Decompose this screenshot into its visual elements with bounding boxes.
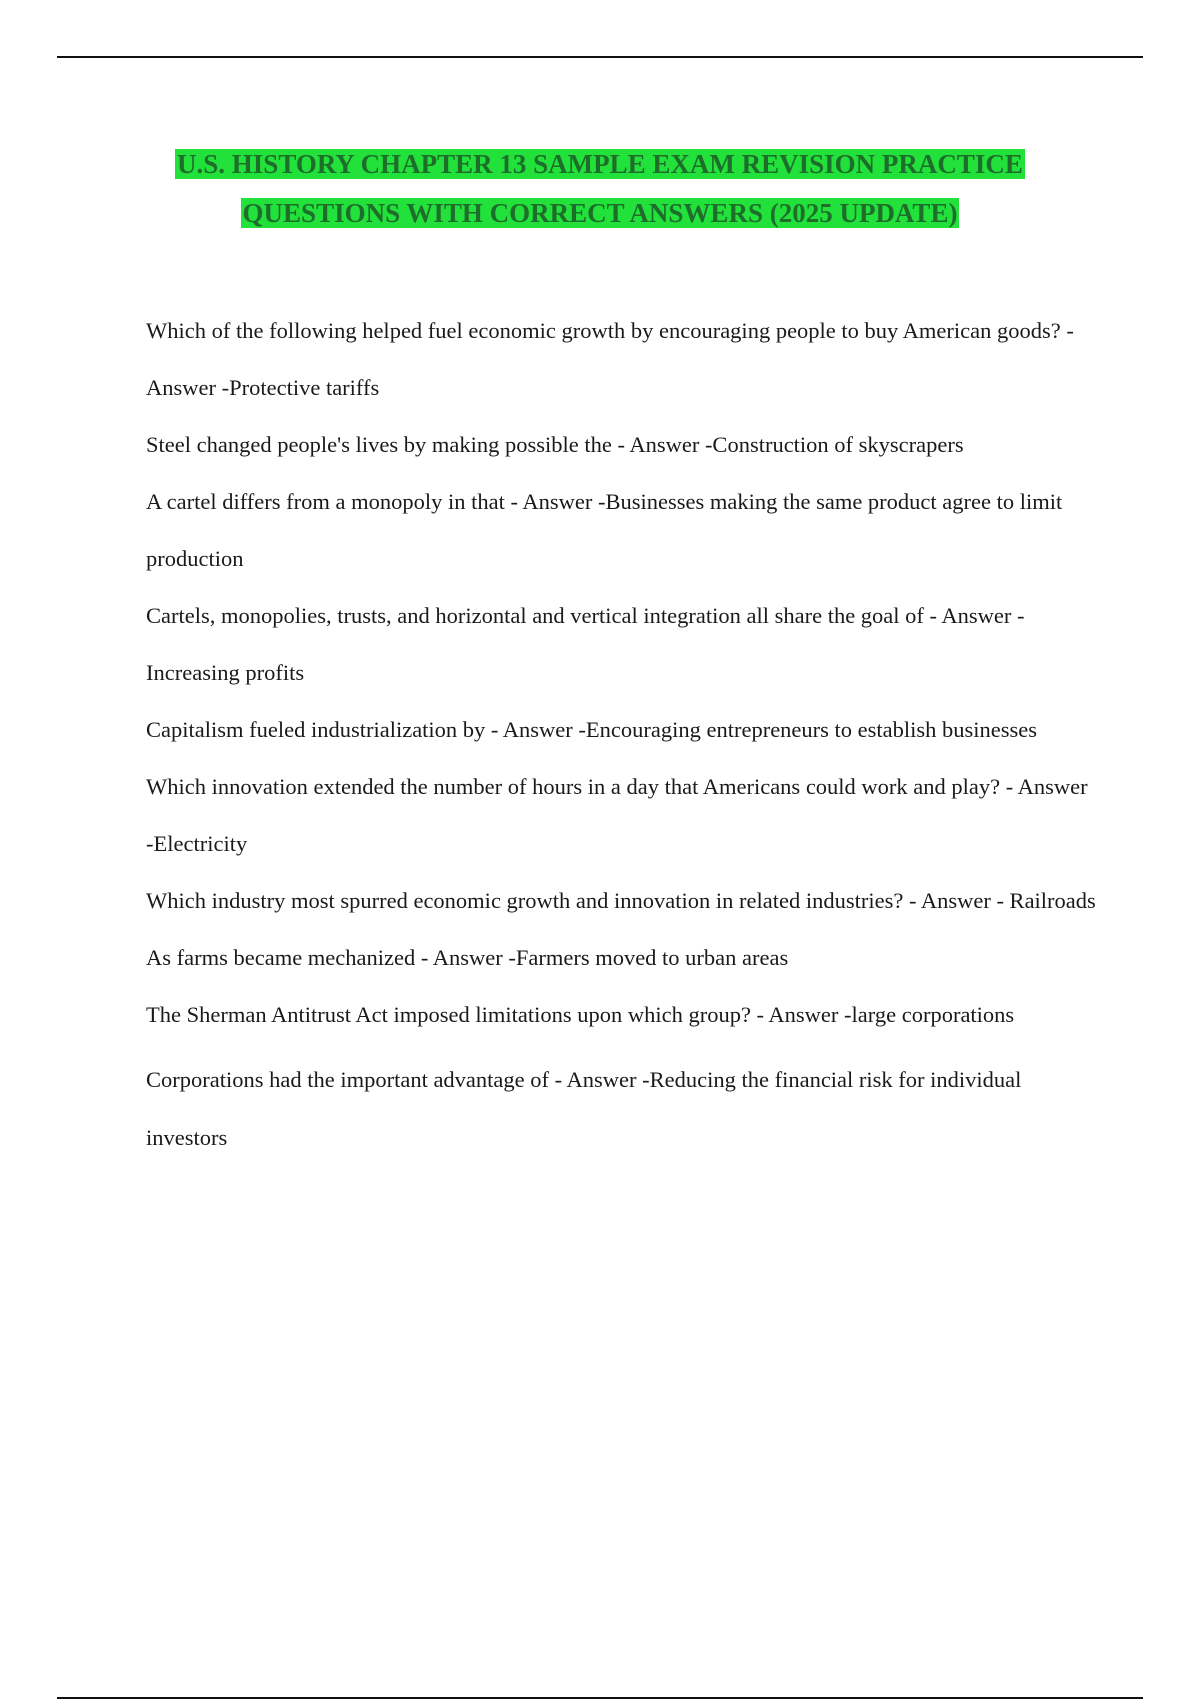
qa-paragraph: As farms became mechanized - Answer -Farmers moved to urban areas: [146, 945, 789, 970]
qa-paragraph: A cartel differs from a monopoly in that - Answer -Businesses making the same product agree to limit: [146, 489, 1063, 514]
qa-paragraph: Capitalism fueled industrialization by - Answer -Encouraging entrepreneurs to establish businesses: [146, 717, 1038, 742]
qa-paragraph: The Sherman Antitrust Act imposed limitations upon which group? - Answer -large corporations: [146, 1002, 1015, 1027]
qa-content: [146, 310, 1096, 1167]
qa-paragraph: production: [146, 546, 244, 571]
qa-paragraph: Increasing profits: [146, 660, 305, 685]
document-title: [0, 140, 1200, 238]
title-line-1: U.S. HISTORY CHAPTER 13 SAMPLE EXAM REVISION PRACTICE: [177, 149, 1023, 179]
qa-paragraph: Answer -Protective tariffs: [146, 375, 380, 400]
footer-rule: [57, 1697, 1143, 1699]
qa-paragraph: Which innovation extended the number of hours in a day that Americans could work and play? - Answer: [146, 774, 1088, 799]
qa-paragraph: Steel changed people's lives by making possible the - Answer -Construction of skyscrapers: [146, 432, 964, 457]
qa-paragraph: -Electricity: [146, 831, 248, 856]
qa-paragraph: Which of the following helped fuel economic growth by encouraging people to buy American goods? -: [146, 318, 1074, 343]
qa-paragraph: Cartels, monopolies, trusts, and horizontal and vertical integration all share the goal of - Answer -: [146, 603, 1025, 628]
qa-paragraph: Corporations had the important advantage of - Answer -Reducing the financial risk for individual investors: [146, 1067, 1022, 1150]
header-rule: [57, 56, 1143, 58]
title-line-2: QUESTIONS WITH CORRECT ANSWERS (2025 UPDATE): [242, 198, 958, 228]
qa-paragraph: Which industry most spurred economic growth and innovation in related industries? - Answer - Railroads: [146, 888, 1096, 913]
